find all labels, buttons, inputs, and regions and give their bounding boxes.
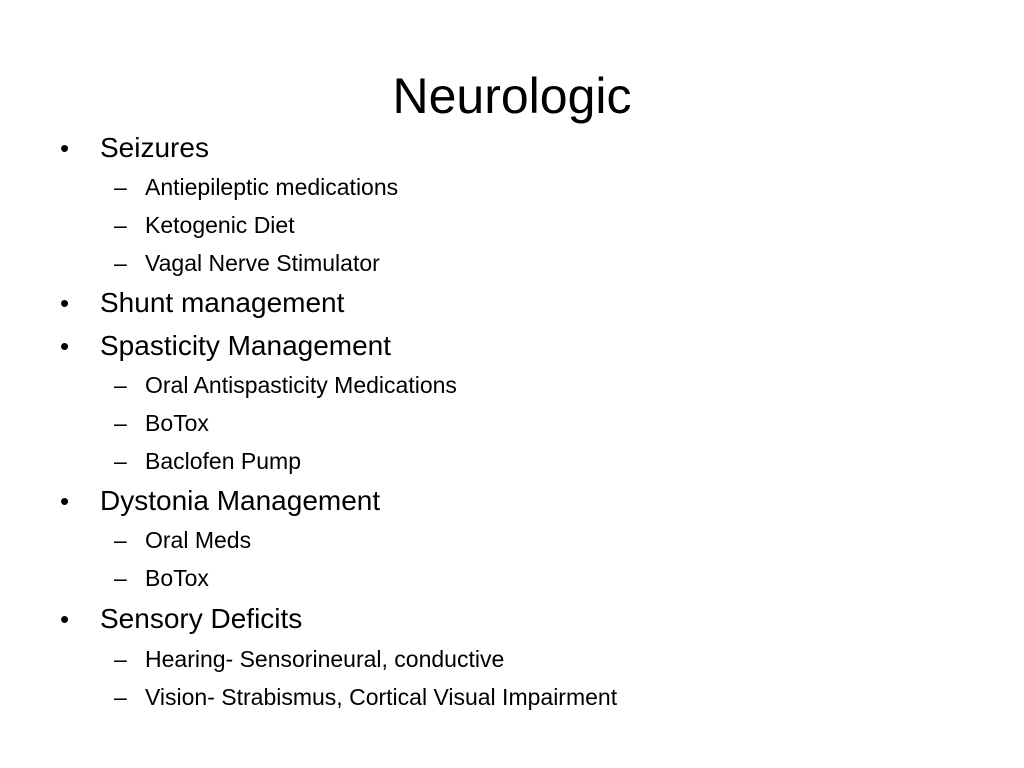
bullet-marker: • [60,486,70,516]
sub-bullet-marker: – [114,174,127,200]
sub-bullet-text: BoTox [145,410,209,436]
slide-title: Neurologic [392,68,632,124]
sub-bullet-marker: – [114,410,127,436]
sub-bullet-text: Baclofen Pump [145,448,301,474]
bullet-marker: • [60,133,70,163]
sub-bullet-marker: – [114,250,127,276]
bullet-marker: • [60,604,70,634]
bullet-text: Sensory Deficits [100,603,303,634]
sub-bullet-text: Ketogenic Diet [145,212,295,238]
bullet-marker: • [60,331,70,361]
bullet-text: Seizures [100,132,209,163]
sub-bullet-text: Vision- Strabismus, Cortical Visual Impairment [145,684,618,710]
sub-bullet-text: Antiepileptic medications [145,174,399,200]
sub-bullet-marker: – [114,684,127,710]
sub-bullet-text: Vagal Nerve Stimulator [145,250,380,276]
sub-bullet-marker: – [114,646,127,672]
sub-bullet-marker: – [114,565,127,591]
sub-bullet-text: Hearing- Sensorineural, conductive [145,646,505,672]
bullet-text: Dystonia Management [100,485,381,516]
sub-bullet-marker: – [114,527,127,553]
sub-bullet-marker: – [114,372,127,398]
sub-bullet-marker: – [114,448,127,474]
bullet-text: Spasticity Management [100,330,392,361]
bullet-text: Shunt management [100,287,345,318]
sub-bullet-text: Oral Meds [145,527,252,553]
bullet-marker: • [60,288,70,318]
sub-bullet-text: Oral Antispasticity Medications [145,372,457,398]
sub-bullet-text: BoTox [145,565,209,591]
sub-bullet-marker: – [114,212,127,238]
